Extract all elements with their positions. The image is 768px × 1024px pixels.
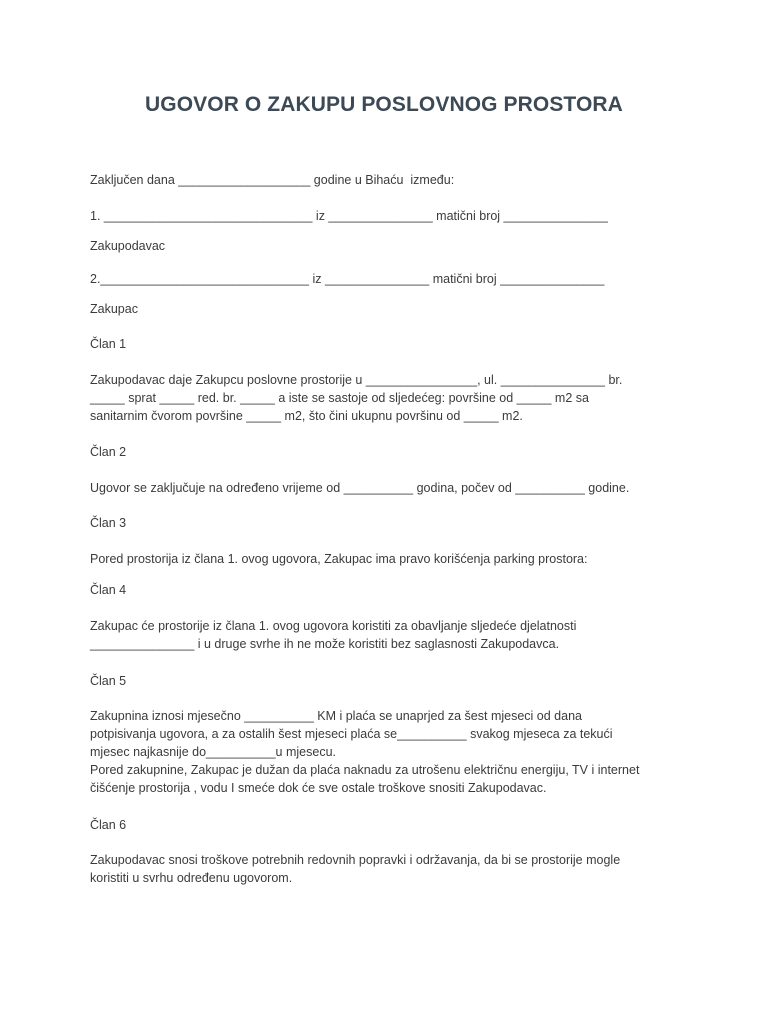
clan6-line: koristiti u svrhu određenu ugovorom. [90,871,293,885]
party1-line: 1. ______________________________ iz _______________ matični broj _______________ [90,209,608,223]
clan4-line: _______________ i u druge svrhe ih ne može koristiti bez saglasnosti Zakupodavca. [90,637,560,651]
clan5-line: Zakupnina iznosi mjesečno __________ KM i plaća se unaprjed za šest mjeseci od dana [90,709,582,723]
clan4-text [90,617,675,653]
clan4-line: Zakupac će prostorije iz člana 1. ovog ugovora koristiti za obavljanje sljedeće djelatnosti [90,619,577,633]
party1-role: Zakupodavac [90,239,166,253]
clan2-line: Ugovor se zaključuje na određeno vrijeme od __________ godina, počev od __________ godine. [90,481,630,495]
clan3-text [90,550,675,568]
clan5-text [90,707,675,797]
intro-line: Zaključen dana ___________________ godine u Bihaću između: [90,173,455,187]
party2-line: 2.______________________________ iz _______________ matični broj _______________ [90,272,605,286]
clan5-heading: Član 5 [90,674,127,688]
clan6-text [90,851,675,887]
clan3-line: Pored prostorija iz člana 1. ovog ugovora, Zakupac ima pravo korišćenja parking prostora: [90,552,588,566]
clan2-heading: Član 2 [90,445,127,459]
clan5-line: čišćenje prostorija , vodu I smeće dok će sve ostale troškove snositi Zakupodavac. [90,781,547,795]
clan1-line: sanitarnim čvorom površine _____ m2, što čini ukupnu površinu od _____ m2. [90,409,523,423]
party2-role: Zakupac [90,302,138,316]
document-title: UGOVOR O ZAKUPU POSLOVNOG PROSTORA [145,93,623,116]
clan5-line: Pored zakupnine, Zakupac je dužan da plaća naknadu za utrošenu električnu energiju, TV i internet [90,763,640,777]
clan4-heading: Član 4 [90,583,127,597]
clan5-line: mjesec najkasnije do__________u mjesecu. [90,745,336,759]
clan5-line: potpisivanja ugovora, a za ostalih šest mjeseci plaća se__________ svakog mjeseca za tekući [90,727,613,741]
clan1-line: _____ sprat _____ red. br. _____ a iste se sastoje od sljedećeg: površine od _____ m2 sa [90,391,589,405]
clan6-heading: Član 6 [90,818,127,832]
clan1-line: Zakupodavac daje Zakupcu poslovne prostorije u ________________, ul. _______________ br. [90,373,623,387]
clan1-heading: Član 1 [90,337,127,351]
clan6-line: Zakupodavac snosi troškove potrebnih redovnih popravki i održavanja, da bi se prostorije mogle [90,853,621,867]
clan2-text [90,479,675,497]
clan1-text [90,371,675,425]
clan3-heading: Član 3 [90,516,127,530]
